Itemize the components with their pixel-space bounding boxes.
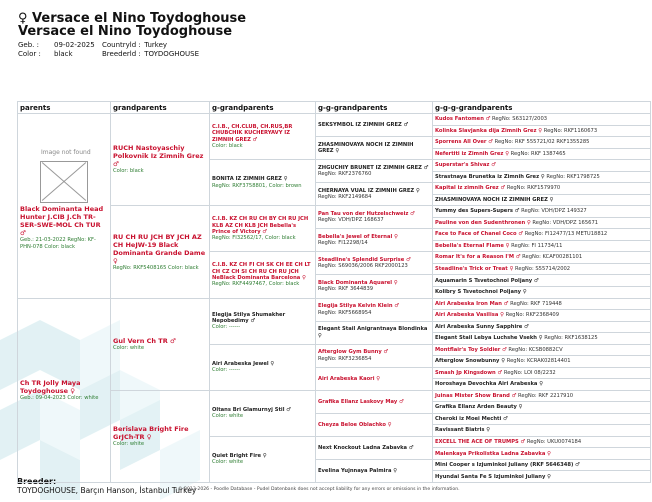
ggg-grandparent-name[interactable]: Afterglow Snowbunny ♀ (435, 358, 506, 365)
gg-grandparent-4-info: RegNo: VDH/DPZ 168637 (318, 217, 384, 224)
g-grandparent-3-info: RegNo: RKF4497467, Color: black (212, 281, 300, 288)
ggg-grandparent-regno: RegNo: UKU0074184 (526, 438, 582, 445)
ggg-grandparent-name[interactable]: Strastnaya Brunetka iz Zimnih Grez ♀ (435, 173, 545, 180)
ggg-grandparent-regno: RegNo: RKF1160673 (543, 127, 598, 134)
g-grandparent-5[interactable] (210, 344, 316, 390)
ggg-grandparent-name[interactable]: Smash Jp Kingsdown ♂ (435, 369, 503, 376)
gg-grandparent-0[interactable] (316, 114, 433, 137)
ggg-grandparent-regno: RegNo: LOI 08/2232 (503, 369, 556, 376)
gg-grandparent-9-name[interactable]: Elegant Stail Anigrantnaya Blondinka ♀ (318, 326, 428, 339)
grandparent-0[interactable] (111, 114, 210, 206)
g-grandparent-0[interactable] (210, 114, 316, 160)
g-grandparent-3-name[interactable]: C.I.B. KZ CH FI CH SK CH EE CH LT CH CZ CH SI CH RU CH RU JCH NeBlack Dominanta Barcelona ♀ (212, 262, 311, 281)
g-grandparent-6-info: Color: white (212, 413, 244, 420)
g-grandparent-2-info: RegNo: FI32562/17, Color: black (212, 235, 296, 242)
ggg-grandparent-19[interactable] (433, 333, 651, 345)
ggg-grandparent-name[interactable]: Mini Cooper s Izjuminkoi Juliany (RKF 5646348) ♂ (435, 462, 580, 469)
col-grandparents: grandparents (111, 102, 210, 114)
g-grandparent-4-info: Color: ------ (212, 324, 241, 331)
ggg-grandparent-regno: RegNo: FI 11734/11 (511, 242, 563, 249)
gg-grandparent-5[interactable] (316, 229, 433, 252)
ggg-grandparent-12[interactable] (433, 252, 651, 264)
gg-grandparent-8-name[interactable]: Elegija Stilya Kelvin Klein ♂ (318, 303, 400, 310)
ggg-grandparent-name[interactable]: Kudos Fantomen ♂ (435, 116, 491, 123)
grandparent-3-info: Color: white (113, 441, 145, 448)
ggg-grandparent-name[interactable]: EXCELL THE ACE OF TRUMPS ♂ (435, 438, 526, 445)
ggg-grandparent-14[interactable] (433, 275, 651, 287)
ggg-grandparent-3[interactable] (433, 148, 651, 160)
breeder-text: TOYDOGHOUSE, Barçın Hanson, İstanbul Turkey (17, 486, 197, 495)
gg-grandparent-4-name[interactable]: Pan Tau von der Hutzelschweiz ♂ (318, 210, 415, 217)
breeder-label: Breeder: (17, 477, 57, 486)
ggg-grandparent-9[interactable] (433, 217, 651, 229)
ggg-grandparent-23[interactable] (433, 379, 651, 391)
ggg-grandparent-name[interactable]: Airi Arabeska Vasilisa ♀ (435, 312, 504, 319)
dog-meta (18, 41, 246, 59)
ggg-grandparent-regno: RegNo: KCSB0882CV (508, 346, 563, 353)
ggg-grandparent-regno: RegNo: RKF 1387465 (510, 150, 566, 157)
ggg-grandparent-6[interactable] (433, 183, 651, 195)
gg-grandparent-12[interactable] (316, 390, 433, 413)
grandparent-1-name[interactable]: RU CH RU JCH BY JCH AZ CH HeJW-19 Black Dominanta Grande Dame ♀ (113, 232, 206, 265)
gg-grandparent-5-info: RegNo: FI12298/14 (318, 240, 368, 247)
ggg-grandparent-regno: RegNo: S55714/2002 (515, 266, 571, 273)
g-grandparent-2-name[interactable]: C.I.B. KZ CH RU CH BY CH RU JCH KLB AZ CH KLB JCH Bebella's Prince of Victory ♂ (212, 216, 309, 235)
ggg-grandparent-name[interactable]: Steadline's Trick or Treat ♀ (435, 266, 514, 273)
ggg-grandparent-regno: RegNo: RKF 2217910 (518, 392, 574, 399)
gg-grandparent-0-name[interactable]: SEKSYMBOL IZ ZIMNIH GREZ ♂ (318, 121, 409, 128)
ggg-grandparent-name[interactable]: Montflair's Toy Soldier ♂ (435, 346, 507, 353)
ggg-grandparent-27[interactable] (433, 425, 651, 437)
grandparent-2-name[interactable]: Gul Vern Ch TR ♂ (113, 336, 176, 345)
parent-dam-info: Geb.: 09-04-2023 Color: white (20, 395, 99, 402)
g-grandparent-5-name[interactable]: Airi Arabeska Jewel ♀ (212, 360, 275, 367)
ggg-grandparent-name[interactable]: Yummy des Supers-Supers ♂ (435, 208, 520, 215)
ggg-grandparent-name[interactable]: Face to Face of Chanel Coco ♂ (435, 231, 524, 238)
color-label: Color : (18, 50, 41, 58)
ggg-grandparent-20[interactable] (433, 344, 651, 356)
grandparent-3[interactable] (111, 390, 210, 482)
ggg-grandparent-name[interactable]: Kolinka Slavjanka dija Zimnih Grez ♀ (435, 127, 543, 134)
image-not-found-text: Image not found (41, 149, 91, 157)
pedigree-header-row (18, 102, 651, 114)
breeder-id-value: TOYDOGHOUSE (144, 50, 200, 58)
g-grandparent-1-name[interactable]: BONITA IZ ZIMNIH GREZ ♀ (212, 176, 288, 183)
ggg-grandparent-name[interactable]: Cheroki iz Moei Mechti ♂ (435, 415, 508, 422)
breeder-id-label: Breederld : (102, 50, 141, 58)
gg-grandparent-6[interactable] (316, 252, 433, 275)
ggg-grandparent-regno: RegNo: RKF 719448 (510, 300, 562, 307)
ggg-grandparent-name[interactable]: Grafika Ellanz Arden Beauty ♀ (435, 404, 523, 411)
birth-value: 09-02-2025 (54, 41, 95, 49)
pedigree-row (18, 298, 651, 310)
gg-grandparent-14[interactable] (316, 436, 433, 459)
gg-grandparent-6-name[interactable]: Steadline's Splendid Surprise ♂ (318, 257, 411, 264)
ggg-grandparent-regno: RegNo: FI12477/13 METU18812 (524, 231, 608, 238)
ggg-grandparent-name[interactable]: Airi Arabeska Sunny Sapphire ♂ (435, 323, 529, 330)
gg-grandparent-6-info: RegNo: S69036/2006 RKF2000123 (318, 263, 408, 270)
gg-grandparent-12-name[interactable]: Grafika Ellanz Laskovy May ♂ (318, 398, 404, 405)
country-label: Countryld : (102, 41, 141, 49)
ggg-grandparent-name[interactable]: Superstar's Shivaz ♂ (435, 162, 496, 169)
ggg-grandparent-15[interactable] (433, 286, 651, 298)
col-g-g-grandparents: g-g-grandparents (316, 102, 433, 114)
ggg-grandparent-regno: RegNo: VDH/DPZ 165671 (532, 219, 599, 226)
gg-grandparent-11-name[interactable]: Airi Arabeska Kaori ♀ (318, 375, 381, 382)
ggg-grandparent-name[interactable]: Sporrens All Over ♂ (435, 139, 493, 146)
g-grandparent-6[interactable] (210, 390, 316, 436)
gg-grandparent-10-name[interactable]: Afterglow Gym Bunny ♂ (318, 349, 389, 356)
ggg-grandparent-4[interactable] (433, 160, 651, 172)
gg-grandparent-2-info: RegNo: RKF2376760 (318, 171, 372, 178)
gg-grandparent-9[interactable] (316, 321, 433, 344)
pedigree-table (17, 101, 651, 483)
ggg-grandparent-name[interactable]: Aquamarin S Tsvetochnoi Poljany ♂ (435, 277, 539, 284)
ggg-grandparent-31[interactable] (433, 471, 651, 483)
pedigree-row (18, 390, 651, 402)
col-g-g-g-grandparents: g-g-g-grandparents (433, 102, 651, 114)
gg-grandparent-10[interactable] (316, 344, 433, 367)
ggg-grandparent-regno: RegNo: RKF2368409 (505, 312, 559, 319)
g-grandparent-7-info: Color: white (212, 459, 244, 466)
gg-grandparent-3[interactable] (316, 183, 433, 206)
ggg-grandparent-7[interactable] (433, 194, 651, 206)
ggg-grandparent-name[interactable]: Bebella's Eternal Flame ♀ (435, 242, 510, 249)
ggg-grandparent-name[interactable]: Kapital iz zimnih Grez ♂ (435, 185, 506, 192)
ggg-grandparent-29[interactable] (433, 448, 651, 460)
ggg-grandparent-13[interactable] (433, 263, 651, 275)
ggg-grandparent-17[interactable] (433, 310, 651, 322)
ggg-grandparent-regno: RegNo: RKF1579970 (506, 185, 561, 192)
gg-grandparent-5-name[interactable]: Bebella's Jewel of Eternal ♀ (318, 234, 398, 241)
ggg-grandparent-0[interactable] (433, 114, 651, 126)
gg-grandparent-13[interactable] (316, 413, 433, 436)
g-grandparent-2[interactable] (210, 206, 316, 252)
ggg-grandparent-name[interactable]: Ravissant Biatris ♀ (435, 427, 491, 434)
gg-grandparent-8-info: RegNo: RKF5668954 (318, 309, 372, 316)
gg-grandparent-4[interactable] (316, 206, 433, 229)
gg-grandparent-14-name[interactable]: Next Knockout Ladna Zabavka ♂ (318, 444, 414, 451)
gg-grandparent-10-info: RegNo: RKF3236854 (318, 355, 372, 362)
ggg-grandparent-1[interactable] (433, 125, 651, 137)
g-grandparent-5-info: Color: ------ (212, 367, 241, 374)
ggg-grandparent-name[interactable]: Romar It's for a Reason I'M ♂ (435, 254, 521, 261)
gg-grandparent-15-name[interactable]: Evelina Yujnnaya Palmira ♀ (318, 467, 398, 474)
g-grandparent-3[interactable] (210, 252, 316, 298)
country-value: Turkey (144, 41, 168, 49)
ggg-grandparent-10[interactable] (433, 229, 651, 241)
grandparent-1-info: RegNo: RKF5408165 Color: black (113, 264, 199, 271)
g-grandparent-0-info: Color: black (212, 142, 243, 149)
ggg-grandparent-11[interactable] (433, 240, 651, 252)
ggg-grandparent-regno: RegNo: VDH/DPZ 149327 (521, 208, 587, 215)
gg-grandparent-3-info: RegNo: RKF2149684 (318, 194, 372, 201)
pedigree-row (18, 206, 651, 218)
grandparent-3-name[interactable]: Berislava Bright Fire GrJCh-TR ♀ (113, 425, 189, 442)
parent-dam-name[interactable]: Ch TR Jolly Maya Toydoghouse ♀ (20, 379, 81, 396)
ggg-grandparent-name[interactable]: Elegant Stail Lebya Luchshe Vsekh ♀ (435, 335, 543, 342)
gg-grandparent-3-name[interactable]: CHERNAYA VUAL IZ ZIMNIH GREZ ♀ (318, 187, 420, 194)
gg-grandparent-7-name[interactable]: Black Dominanta Aquarel ♀ (318, 280, 398, 287)
g-grandparent-1[interactable] (210, 160, 316, 206)
gg-grandparent-1[interactable] (316, 137, 433, 160)
ggg-grandparent-name[interactable]: Hyundai Santa Fe S Izjuminkoi Juliany ♀ (435, 473, 551, 480)
page-title: ♀ Versace el Nino Toydoghouse (18, 11, 247, 26)
parent-dam[interactable] (18, 298, 111, 483)
ggg-grandparent-name[interactable]: Kolibry S Tsvetochnoi Poljany ♀ (435, 289, 527, 296)
ggg-grandparent-18[interactable] (433, 321, 651, 333)
copyright: © 2013-2026 - Poodle Database - Pudel Datenbank does not accept liability for any errors or omissions in the information. (178, 487, 460, 492)
ggg-grandparent-name[interactable]: Airi Arabeska Iron Man ♂ (435, 300, 509, 307)
ggg-grandparent-26[interactable] (433, 413, 651, 425)
ggg-grandparent-16[interactable] (433, 298, 651, 310)
dog-photo-placeholder (40, 149, 91, 203)
g-grandparent-4-name[interactable]: Elegija Stilya Shumakher Nepobedimy ♂ (212, 311, 286, 324)
ggg-grandparent-name[interactable]: Juinas Mister Show Brand ♂ (435, 392, 517, 399)
ggg-grandparent-regno: RegNo: RKF1798725 (546, 173, 600, 180)
gg-grandparent-1-name[interactable]: ZHASMINOVAYA NOCH IZ ZIMNIH GREZ ♀ (318, 141, 414, 155)
ggg-grandparent-name[interactable]: ZHASMINOVAYA NOCH IZ ZIMNIH GREZ ♀ (435, 196, 554, 203)
ggg-grandparent-28[interactable] (433, 436, 651, 448)
grandparent-0-info: Color: black (113, 168, 144, 175)
pedigree-row (18, 114, 651, 126)
parent-sire[interactable] (18, 114, 111, 299)
g-grandparent-7[interactable] (210, 436, 316, 482)
birth-label: Geb. : (18, 41, 39, 49)
g-grandparent-6-name[interactable]: Oltans Bri Glamurnyj Stil ♂ (212, 407, 291, 414)
ggg-grandparent-5[interactable] (433, 171, 651, 183)
grandparent-1[interactable] (111, 206, 210, 298)
dog-header (18, 12, 246, 59)
ggg-grandparent-8[interactable] (433, 206, 651, 218)
g-grandparent-7-name[interactable]: Quiet Bright Fire ♀ (212, 453, 267, 460)
g-grandparent-1-info: RegNo: RKF3758801, Color: brown (212, 182, 302, 189)
g-grandparent-0-name[interactable]: C.I.B., CH.CLUB, CH.RUS,BR CHUBCHIK KUCHERYAVY IZ ZIMNIH GREZ ♂ (212, 123, 293, 143)
grandparent-2-info: Color: white (113, 344, 145, 351)
ggg-grandparent-regno: RegNo: RKF1638125 (544, 335, 598, 342)
ggg-grandparent-25[interactable] (433, 402, 651, 414)
ggg-grandparent-22[interactable] (433, 367, 651, 379)
ggg-grandparent-regno: RegNo: RKF 555721/02 RKF1355285 (494, 139, 590, 146)
ggg-grandparent-24[interactable] (433, 390, 651, 402)
gg-grandparent-7-info: RegNo: RKF 3644839 (318, 286, 374, 293)
grandparent-2[interactable] (111, 298, 210, 390)
parent-sire-name[interactable]: Black Dominanta Head Hunter J.CIB J.Ch TR-SER-SWE-MOL Ch TUR ♂ (20, 205, 104, 238)
parent-sire-info: Geb.: 21-03-2022 RegNo: KF-PHN-078 Color: black (20, 237, 96, 250)
gg-grandparent-8[interactable] (316, 298, 433, 321)
ggg-grandparent-name[interactable]: Nefertiti iz Zimnih Grez ♀ (435, 150, 509, 157)
ggg-grandparent-regno: RegNo: KCRAK02814401 (506, 358, 571, 365)
col-parents: parents (18, 102, 111, 114)
ggg-grandparent-regno: RegNo: KCAF00281101 (522, 254, 583, 261)
grandparent-0-name[interactable]: RUCH Nastoyaschiy Polkovnik Iz Zimnih Grez ♂ (113, 144, 204, 169)
gg-grandparent-7[interactable] (316, 275, 433, 298)
ggg-grandparent-30[interactable] (433, 459, 651, 471)
ggg-grandparent-regno: RegNo: S63127/2003 (492, 116, 548, 123)
gg-grandparent-11[interactable] (316, 367, 433, 390)
color-value: black (54, 50, 73, 58)
col-g-grandparents: g-grandparents (210, 102, 316, 114)
ggg-grandparent-21[interactable] (433, 356, 651, 368)
ggg-grandparent-name[interactable]: Pauline von den Sudenthronen ♀ (435, 219, 531, 226)
page-subtitle: Versace el Nino Toydoghouse (18, 24, 233, 39)
ggg-grandparent-name[interactable]: Malenkaya Prikolistka Ladna Zabavka ♀ (435, 450, 551, 457)
gg-grandparent-13-name[interactable]: Cheyza Beloe Oblachko ♀ (318, 421, 392, 428)
ggg-grandparent-name[interactable]: Horoshaya Devochka Airi Arabeska ♀ (435, 381, 544, 388)
g-grandparent-4[interactable] (210, 298, 316, 344)
gg-grandparent-2[interactable] (316, 160, 433, 183)
ggg-grandparent-2[interactable] (433, 137, 651, 149)
gg-grandparent-2-name[interactable]: ZHGUCHIY BRUNET IZ ZIMNIH GREZ ♂ (318, 164, 429, 171)
gg-grandparent-15[interactable] (316, 459, 433, 482)
